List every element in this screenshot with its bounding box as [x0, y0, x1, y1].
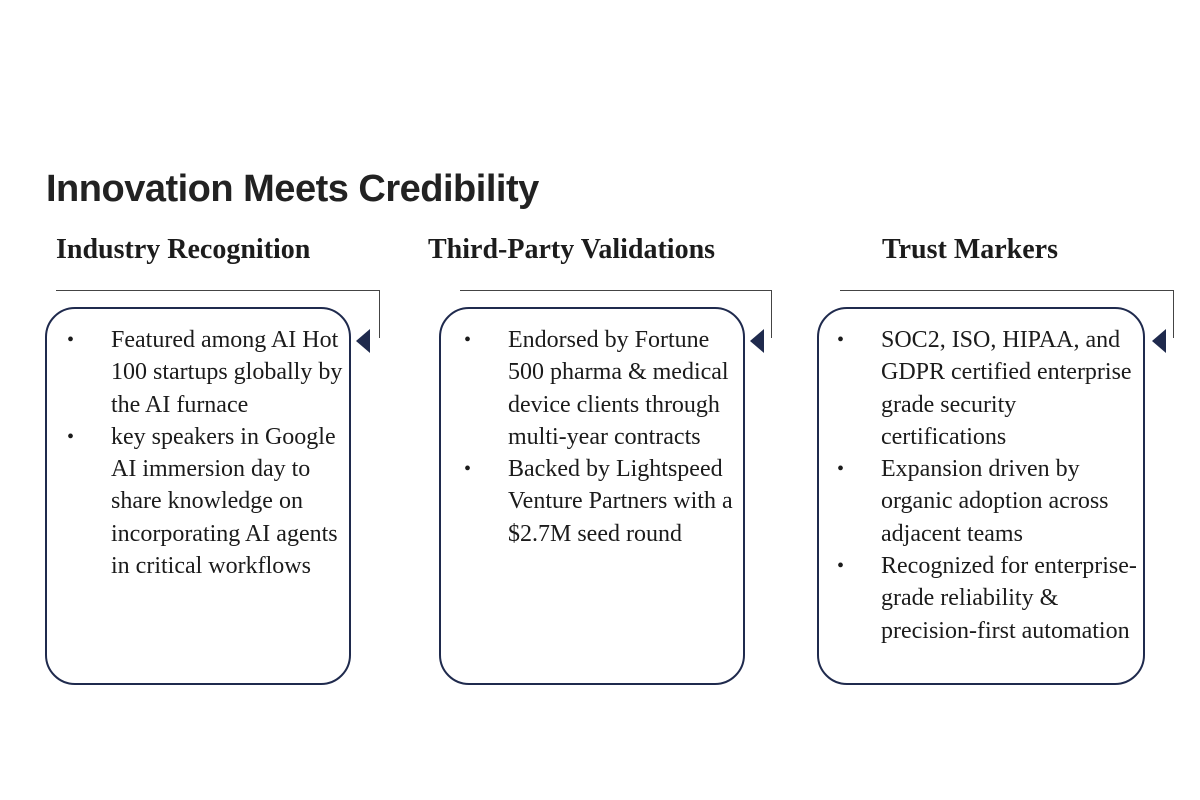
arrow-left-icon [1152, 329, 1166, 353]
list-item-text: Featured among AI Hot 100 startups globally by the AI furnace [111, 327, 343, 418]
bullet-icon: • [464, 329, 472, 351]
list-item [67, 324, 347, 421]
bullet-icon: • [67, 329, 75, 351]
list-item [837, 453, 1143, 550]
bullet-icon: • [837, 555, 845, 578]
page-title: Innovation Meets Credibility [46, 168, 539, 210]
arrow-left-icon [356, 329, 370, 353]
arrow-left-icon [750, 329, 764, 353]
bullet-icon: • [464, 458, 472, 481]
list-item [464, 324, 744, 453]
bullet-icon: • [837, 458, 845, 481]
list-item-text: Expansion driven by organic adoption across adjacent teams [881, 456, 1109, 547]
column-heading-third-party-validations: Third-Party Validations [428, 234, 716, 265]
list-item-text: Backed by Lightspeed Venture Partners with a $2.7M seed round [508, 456, 733, 547]
list-item [837, 324, 1143, 453]
list-item [464, 453, 744, 550]
list-item-text: Recognized for enterprise-grade reliability & precision-first automation [881, 553, 1137, 644]
card-trust-markers [817, 307, 1145, 685]
column-heading-industry-recognition: Industry Recognition [56, 234, 311, 265]
bullet-icon: • [837, 329, 845, 351]
bullet-icon: • [67, 425, 75, 448]
card-industry-recognition [45, 307, 351, 685]
list-item-text: SOC2, ISO, HIPAA, and GDPR certified enterprise grade security certifications [881, 327, 1132, 450]
list-item-text: Endorsed by Fortune 500 pharma & medical device clients through multi-year contracts [508, 327, 729, 450]
list-item [67, 421, 347, 582]
list-item-text: key speakers in Google AI immersion day to share knowledge on incorporating AI agents in critical workflows [111, 423, 338, 580]
list-item [837, 550, 1143, 647]
column-heading-trust-markers: Trust Markers [882, 234, 1058, 265]
card-third-party-validations [439, 307, 745, 685]
